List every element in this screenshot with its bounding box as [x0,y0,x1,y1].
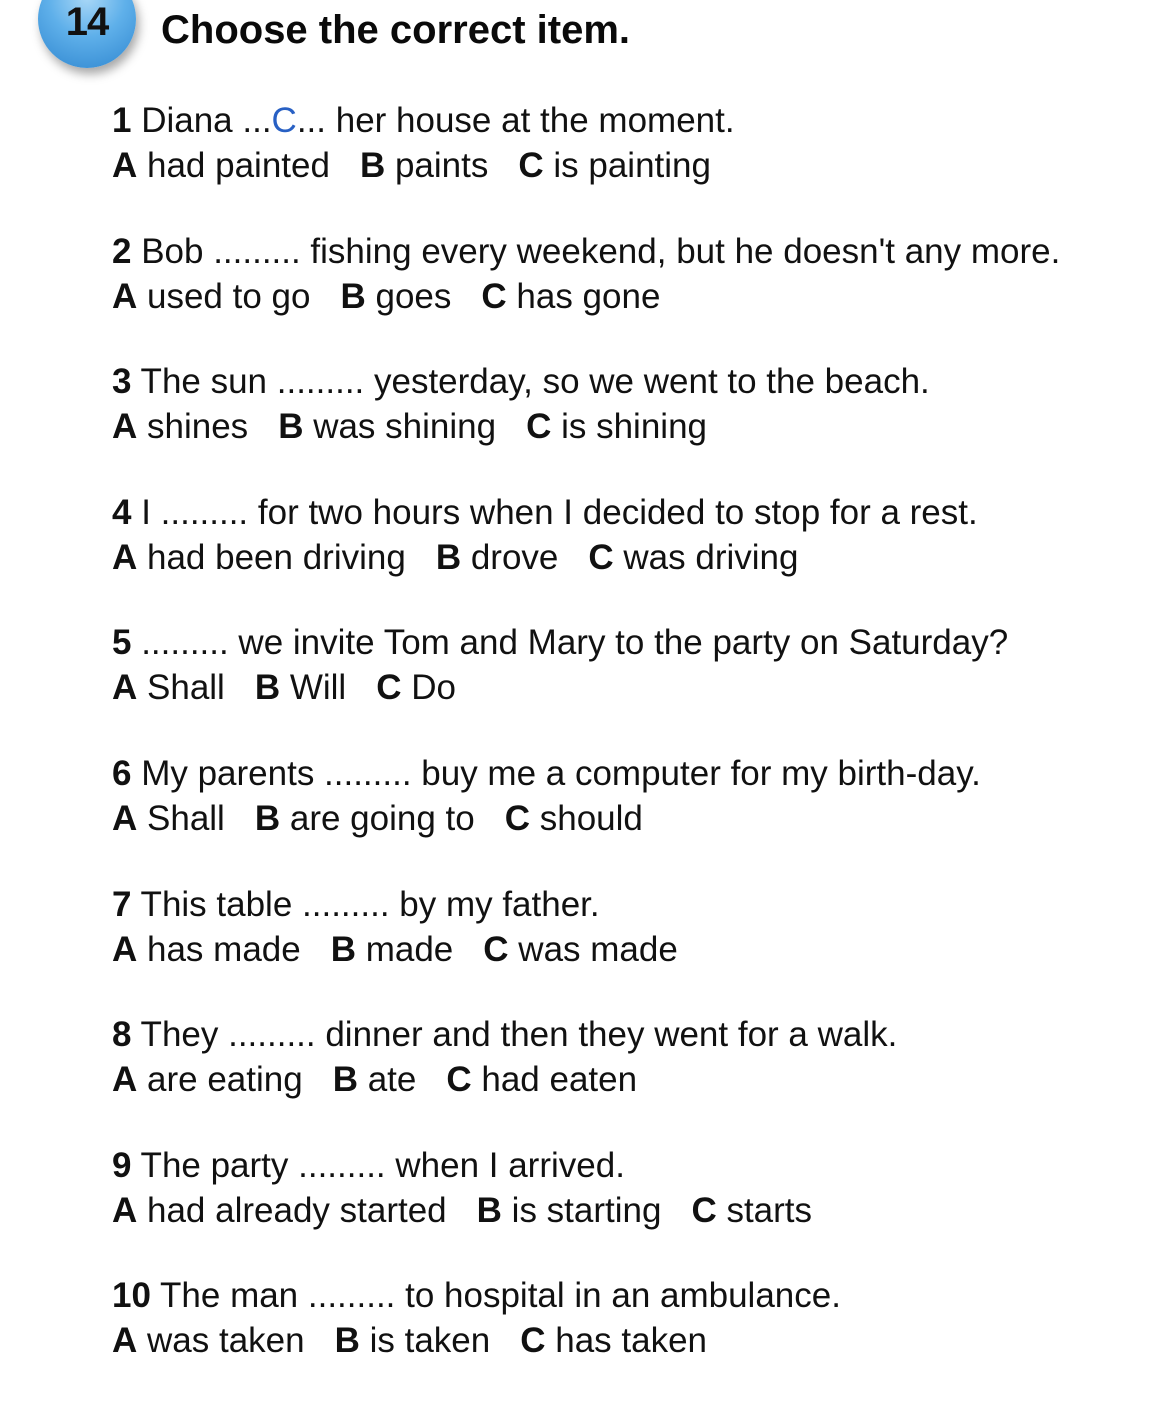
option-text: are eating [137,1060,303,1100]
question-number: 9 [112,1145,132,1185]
question-stem: Bob ......... fishing every weekend, but he doesn't any more. [131,231,1061,271]
option-text: drove [461,537,559,577]
option-letter: C [376,668,402,708]
option-a[interactable] [112,1321,305,1360]
question-text [112,751,1060,796]
question-text [112,229,1060,274]
option-text: had been driving [137,537,406,577]
option-text: had already started [137,1190,447,1230]
options-row [112,796,1060,841]
option-text: ate [357,1060,417,1100]
option-letter: B [476,1190,502,1230]
question-number: 10 [112,1276,151,1316]
question-stem: Diana ... [131,101,272,140]
option-letter: C [518,146,544,185]
question-item [112,620,1060,751]
option-text: used to go [137,276,311,316]
option-letter: B [435,537,462,577]
question-number: 7 [112,884,132,924]
option-b[interactable] [360,146,488,185]
option-b[interactable] [477,1191,662,1230]
option-b[interactable] [335,1321,491,1360]
option-letter: B [332,1060,358,1100]
option-a[interactable] [112,538,406,577]
options-row [112,1057,1060,1102]
option-c[interactable] [483,930,678,969]
option-letter: A [112,1060,138,1100]
option-b[interactable] [278,407,496,446]
option-b[interactable] [331,930,454,969]
option-text: was shining [303,407,497,447]
question-text [112,1012,1060,1057]
option-text: is taken [359,1321,491,1361]
option-c[interactable] [588,538,798,577]
option-text: is shining [551,407,707,447]
question-stem-end: ... her house at the moment. [296,101,735,140]
option-c[interactable] [520,1321,707,1360]
option-b[interactable] [333,1060,417,1099]
option-text: should [530,798,643,838]
options-row [112,535,1060,580]
option-a[interactable] [112,277,310,316]
option-c[interactable] [518,146,711,185]
option-letter: C [481,276,507,316]
option-a[interactable] [112,407,248,446]
option-letter: B [330,929,356,969]
option-letter: B [254,798,281,838]
option-letter: C [691,1190,717,1230]
option-letter: B [334,1321,360,1361]
option-letter: A [112,407,138,447]
question-stem: I ......... for two hours when I decided to stop for a rest. [131,492,978,532]
option-letter: A [112,1190,138,1230]
question-number: 2 [112,231,132,271]
option-b[interactable] [340,277,451,316]
option-text: Shall [137,798,225,838]
option-letter: C [504,798,530,838]
question-item [112,1143,1060,1274]
question-item [112,490,1060,621]
option-text: has taken [545,1321,708,1361]
options-row [112,665,1060,710]
question-text [112,359,1060,404]
question-stem: My parents ......... buy me a computer for my birth-day. [131,753,981,793]
question-stem: The party ......... when I arrived. [131,1145,625,1185]
option-text: has made [137,929,301,969]
exercise-number-badge [38,0,136,68]
question-list [112,98,1060,1404]
option-text: are going to [280,798,475,838]
option-letter: A [112,929,138,969]
options-row [112,143,1060,188]
option-letter: C [526,407,552,447]
question-item [112,1273,1060,1404]
option-c[interactable] [505,799,643,838]
question-item [112,882,1060,1013]
option-letter: B [359,146,386,185]
option-text: Do [401,668,456,708]
option-letter: A [112,276,138,316]
question-number: 5 [112,623,132,663]
question-item [112,98,1060,229]
option-c[interactable] [376,668,456,707]
option-a[interactable] [112,930,301,969]
options-row [112,1318,1060,1363]
option-letter: A [112,146,138,185]
question-item [112,1012,1060,1143]
option-text: was driving [613,537,799,577]
exercise-title: Choose the correct item. [161,8,631,52]
option-text: made [356,929,454,969]
question-number: 8 [112,1015,132,1055]
option-a[interactable] [112,1060,303,1099]
option-text: starts [716,1190,813,1230]
question-stem: This table ......... by my father. [131,884,600,924]
question-text [112,490,1060,535]
options-row [112,1188,1060,1233]
option-text: had eaten [471,1060,638,1100]
option-letter: A [112,1321,138,1361]
option-c[interactable] [446,1060,637,1099]
option-text: paints [385,146,489,185]
option-letter: B [340,276,366,316]
question-text [112,620,1060,665]
question-stem: They ......... dinner and then they went for a walk. [131,1015,898,1055]
option-b[interactable] [255,668,346,707]
option-letter: C [483,929,509,969]
option-letter: C [520,1321,546,1361]
question-stem: The man ......... to hospital in an ambulance. [150,1276,841,1316]
filled-answer: C [271,101,297,140]
question-text [112,98,1060,143]
option-text: shines [137,407,249,447]
question-item [112,359,1060,490]
option-text: was made [508,929,678,969]
options-row [112,927,1060,972]
question-text [112,1273,1060,1318]
option-text: was taken [137,1321,305,1361]
exercise-number: 14 [65,0,109,44]
question-item [112,229,1060,360]
question-text [112,1143,1060,1188]
option-letter: C [588,537,614,577]
option-letter: A [112,798,138,838]
option-c[interactable] [481,277,660,316]
option-c[interactable] [526,407,707,446]
option-text: Will [280,668,347,708]
option-letter: B [254,668,281,708]
option-letter: A [112,537,138,577]
option-b[interactable] [255,799,475,838]
question-number: 3 [112,362,132,402]
option-a[interactable] [112,799,225,838]
question-number: 6 [112,753,132,793]
option-a[interactable] [112,146,330,185]
options-row [112,274,1060,319]
option-text: has gone [506,276,661,316]
option-text: is starting [501,1190,662,1230]
option-a[interactable] [112,1191,447,1230]
option-letter: C [446,1060,472,1100]
option-c[interactable] [691,1191,812,1230]
options-row [112,404,1060,449]
option-letter: A [112,668,138,708]
option-text: had painted [137,146,330,185]
question-stem: The sun ......... yesterday, so we went to the beach. [131,362,930,402]
question-number: 4 [112,492,132,532]
option-letter: B [278,407,304,447]
option-text: is painting [543,146,711,185]
question-item [112,751,1060,882]
option-a[interactable] [112,668,225,707]
question-number: 1 [112,101,132,140]
question-stem: ......... we invite Tom and Mary to the party on Saturday? [131,623,1009,663]
option-text: goes [365,276,452,316]
option-b[interactable] [436,538,559,577]
option-text: Shall [137,668,225,708]
question-text [112,882,1060,927]
